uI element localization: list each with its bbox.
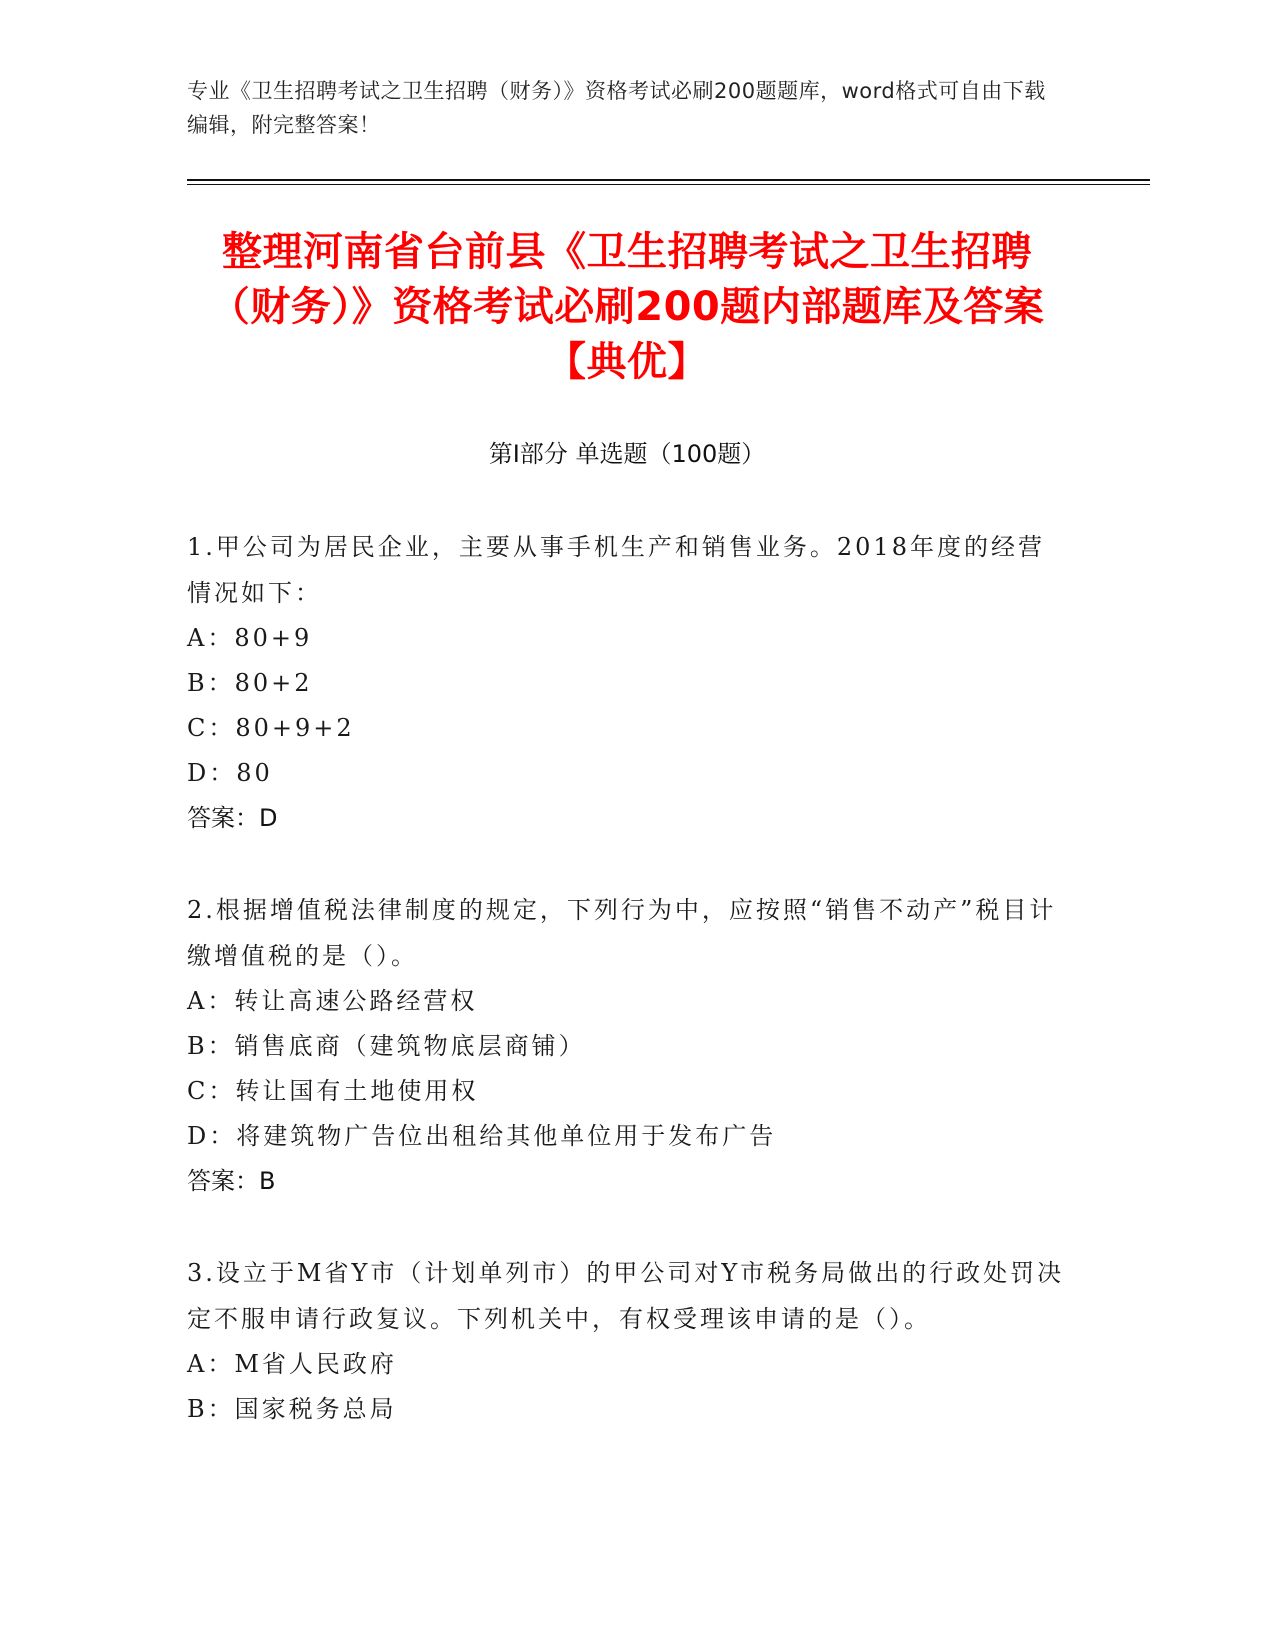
section-title: 第Ⅰ部分 单选题（100题） — [488, 440, 766, 468]
document-title: 整理河南省台前县《卫生招聘考试之卫生招聘（财务）》资格考试必刷200题内部题库及答案【典优】 — [209, 229, 1045, 385]
option-c: C：80+9+2 — [187, 714, 355, 742]
header-rule-thin — [187, 184, 1150, 185]
question-1 — [187, 524, 1067, 841]
option-d: D：将建筑物广告位出租给其他单位用于发布广告 — [187, 1122, 777, 1150]
question-3 — [187, 1250, 1067, 1432]
option-c: C：转让国有土地使用权 — [187, 1077, 479, 1105]
option-b: B：销售底商（建筑物底层商铺） — [187, 1032, 586, 1060]
option-a: A：转让高速公路经营权 — [187, 987, 478, 1015]
answer: 答案：B — [187, 1167, 276, 1195]
option-a: A：80+9 — [187, 624, 313, 652]
option-b: B：80+2 — [187, 669, 313, 697]
header-note: 专业《卫生招聘考试之卫生招聘（财务）》资格考试必刷200题题库，word格式可自由下载编辑，附完整答案！ — [187, 79, 1046, 137]
option-b: B：国家税务总局 — [187, 1395, 397, 1423]
option-d: D：80 — [187, 759, 273, 787]
option-a: A：M省人民政府 — [187, 1350, 397, 1378]
question-stem: 2.根据增值税法律制度的规定，下列行为中，应按照“销售不动产”税目计缴增值税的是（）。 — [187, 896, 1057, 970]
question-stem: 3.设立于M省Y市（计划单列市）的甲公司对Y市税务局做出的行政处罚决定不服申请行政复议。下列机关中，有权受理该申请的是（）。 — [187, 1259, 1065, 1333]
answer: 答案：D — [187, 804, 278, 832]
header-rule-thick — [187, 179, 1150, 181]
question-2 — [187, 887, 1067, 1204]
question-stem: 1.甲公司为居民企业，主要从事手机生产和销售业务。2018年度的经营情况如下： — [187, 533, 1045, 607]
question-list — [187, 524, 1067, 1478]
